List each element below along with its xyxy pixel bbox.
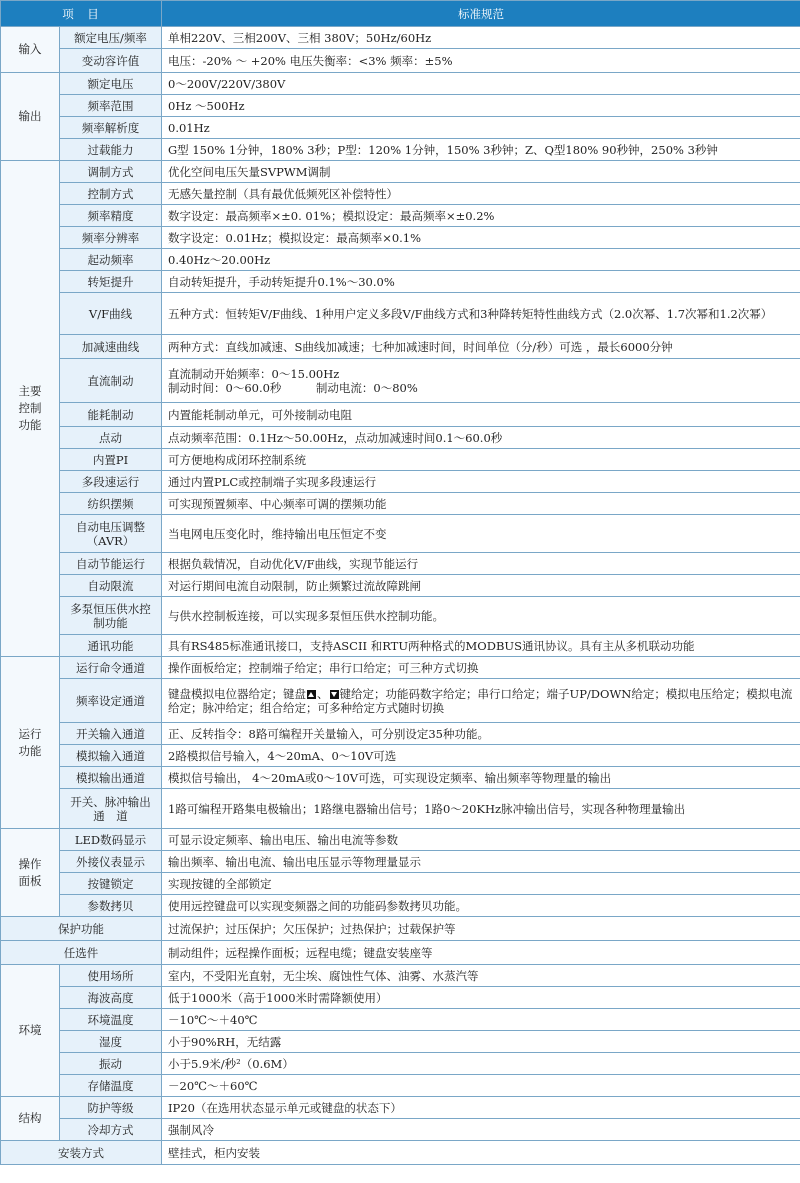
- item-cell: 防护等级: [60, 1097, 162, 1119]
- table-row: [1, 1009, 800, 1031]
- std-cell: 0Hz ～500Hz: [162, 95, 800, 117]
- std-cell: 电压：-20% ～ +20% 电压失衡率：<3% 频率：±5%: [162, 49, 800, 73]
- category-cell: [1, 657, 60, 829]
- item-cell: 频率解析度: [60, 117, 162, 139]
- std-cell: 0.40Hz～20.00Hz: [162, 249, 800, 271]
- std-cell: 单相220V、三相200V、三相 380V；50Hz/60Hz: [162, 27, 800, 49]
- category-cell: 输出: [1, 73, 60, 161]
- table-row: [1, 679, 800, 723]
- std-cell: 键盘模拟电位器给定；键盘 、 键给定；功能码数字给定；串行口给定；端子UP/DOWN给定；模拟电压给定；模拟电流给定；脉冲给定；组合给定；可多种给定方式随时切换: [162, 679, 800, 723]
- item-cell: 外接仪表显示: [60, 851, 162, 873]
- std-cell: 1路可编程开路集电极输出；1路继电器输出信号；1路0～20KHz脉冲输出信号，实现各种物理量输出: [162, 789, 800, 829]
- item-cell: 冷却方式: [60, 1119, 162, 1141]
- table-row: [1, 139, 800, 161]
- item-cell: 存储温度: [60, 1075, 162, 1097]
- item-cell: 变动容许值: [60, 49, 162, 73]
- item-cell: V/F曲线: [60, 293, 162, 335]
- table-row: [1, 27, 800, 49]
- std-cell: 可显示设定频率、输出电压、输出电流等参数: [162, 829, 800, 851]
- item-cell: 湿度: [60, 1031, 162, 1053]
- std-cell: 内置能耗制动单元，可外接制动电阻: [162, 403, 800, 427]
- table-row: [1, 873, 800, 895]
- std-cell: 可实现预置频率、中心频率可调的摆频功能: [162, 493, 800, 515]
- item-cell: 按键锁定: [60, 873, 162, 895]
- std-cell: 操作面板给定；控制端子给定；串行口给定；可三种方式切换: [162, 657, 800, 679]
- category-label: 主要控制功能: [18, 384, 42, 432]
- table-row: [1, 1119, 800, 1141]
- item-cell: 转矩提升: [60, 271, 162, 293]
- category-cell: 保护功能: [1, 917, 162, 941]
- table-row: [1, 723, 800, 745]
- std-text: 键给定；功能码数字给定；串行口给定；端子UP/DOWN给定；模拟电压给定；模拟电流给定；脉冲给定；组合给定；可多种给定方式随时切换: [168, 686, 793, 715]
- header-standard: 标准规范: [162, 1, 800, 27]
- item-cell: LED数码显示: [60, 829, 162, 851]
- item-cell: 运行命令通道: [60, 657, 162, 679]
- table-row: [1, 895, 800, 917]
- table-row: [1, 493, 800, 515]
- std-cell: 实现按键的全部锁定: [162, 873, 800, 895]
- std-cell: 根据负载情况，自动优化V/F曲线，实现节能运行: [162, 553, 800, 575]
- std-cell: 与供水控制板连接，可以实现多泵恒压供水控制功能。: [162, 597, 800, 635]
- table-row: [1, 745, 800, 767]
- item-cell: 点动: [60, 427, 162, 449]
- table-row: [1, 597, 800, 635]
- std-cell: 自动转矩提升，手动转矩提升0.1%～30.0%: [162, 271, 800, 293]
- item-cell: 开关输入通道: [60, 723, 162, 745]
- item-cell: 过载能力: [60, 139, 162, 161]
- table-row: [1, 161, 800, 183]
- std-cell: G型 150% 1分钟，180% 3秒；P型：120% 1分钟，150% 3秒钟；Z、Q型180% 90秒钟，250% 3秒钟: [162, 139, 800, 161]
- std-cell: 正、反转指令：8路可编程开关量输入，可分别设定35种功能。: [162, 723, 800, 745]
- category-cell: 安装方式: [1, 1141, 162, 1165]
- table-row: [1, 293, 800, 335]
- item-cell: 额定电压/频率: [60, 27, 162, 49]
- std-cell: 点动频率范围：0.1Hz～50.00Hz，点动加减速时间0.1～60.0秒: [162, 427, 800, 449]
- std-cell: 无感矢量控制（具有最优低频死区补偿特性）: [162, 183, 800, 205]
- table-row: [1, 49, 800, 73]
- table-row: [1, 249, 800, 271]
- std-cell: 优化空间电压矢量SVPWM调制: [162, 161, 800, 183]
- std-cell: －20℃～＋60℃: [162, 1075, 800, 1097]
- item-cell: 自动限流: [60, 575, 162, 597]
- std-text: 键盘模拟电位器给定；键盘: [168, 686, 306, 701]
- category-cell: 结构: [1, 1097, 60, 1141]
- category-cell: [1, 829, 60, 917]
- table-row: [1, 1097, 800, 1119]
- table-row: [1, 965, 800, 987]
- table-row: [1, 449, 800, 471]
- item-cell: 多泵恒压供水控制功能: [60, 597, 162, 635]
- item-cell: 直流制动: [60, 359, 162, 403]
- category-cell: 任选件: [1, 941, 162, 965]
- table-row: [1, 1141, 800, 1165]
- table-row: [1, 271, 800, 293]
- table-row: [1, 941, 800, 965]
- item-cell: 频率分辨率: [60, 227, 162, 249]
- item-cell: 自动电压调整（AVR）: [60, 515, 162, 553]
- table-row: [1, 851, 800, 873]
- std-cell: IP20（在选用状态显示单元或键盘的状态下）: [162, 1097, 800, 1119]
- table-row: [1, 657, 800, 679]
- item-cell: 自动节能运行: [60, 553, 162, 575]
- std-cell: 过流保护；过压保护；欠压保护；过热保护；过载保护等: [162, 917, 800, 941]
- category-label: 运行功能: [18, 726, 42, 758]
- table-row: [1, 1031, 800, 1053]
- std-cell: 当电网电压变化时，维持输出电压恒定不变: [162, 515, 800, 553]
- table-row: [1, 515, 800, 553]
- item-cell: 内置PI: [60, 449, 162, 471]
- table-row: [1, 205, 800, 227]
- std-cell: 可方便地构成闭环控制系统: [162, 449, 800, 471]
- std-cell: 使用远控键盘可以实现变频器之间的功能码参数拷贝功能。: [162, 895, 800, 917]
- std-cell: 2路模拟信号输入，4～20mA、0～10V可选: [162, 745, 800, 767]
- item-cell: 额定电压: [60, 73, 162, 95]
- std-cell: 壁挂式，柜内安装: [162, 1141, 800, 1165]
- item-cell: 频率精度: [60, 205, 162, 227]
- std-cell: 五种方式：恒转矩V/F曲线、1种用户定义多段V/F曲线方式和3种降转矩特性曲线方式（2.0次幂、1.7次幂和1.2次幂）: [162, 293, 800, 335]
- table-row: [1, 73, 800, 95]
- table-row: [1, 1053, 800, 1075]
- std-cell: 对运行期间电流自动限制，防止频繁过流故障跳闸: [162, 575, 800, 597]
- header-item: 项 目: [1, 1, 162, 27]
- category-label: 操作面板: [18, 856, 42, 888]
- table-row: [1, 987, 800, 1009]
- down-key-icon: [330, 690, 339, 699]
- table-row: [1, 767, 800, 789]
- std-cell: 通过内置PLC或控制端子实现多段速运行: [162, 471, 800, 493]
- item-cell: 振动: [60, 1053, 162, 1075]
- table-row: [1, 183, 800, 205]
- std-cell: 两种方式：直线加减速、S曲线加减速；七种加减速时间，时间单位（分/秒）可选 ，最长6000分钟: [162, 335, 800, 359]
- std-cell: 输出频率、输出电流、输出电压显示等物理量显示: [162, 851, 800, 873]
- category-cell: [1, 161, 60, 657]
- std-cell: 制动组件；远程操作面板；远程电缆；键盘安装座等: [162, 941, 800, 965]
- table-row: [1, 227, 800, 249]
- item-cell: 模拟输出通道: [60, 767, 162, 789]
- item-cell: 开关、脉冲输出通 道: [60, 789, 162, 829]
- table-row: [1, 95, 800, 117]
- table-row: [1, 403, 800, 427]
- header-row: [1, 1, 800, 27]
- table-row: [1, 575, 800, 597]
- item-cell: 调制方式: [60, 161, 162, 183]
- std-cell: 小于90%RH，无结露: [162, 1031, 800, 1053]
- category-cell: 输入: [1, 27, 60, 73]
- std-cell: 小于5.9米/秒²（0.6M）: [162, 1053, 800, 1075]
- std-cell: 具有RS485标准通讯接口，支持ASCII 和RTU两种格式的MODBUS通讯协议。具有主从多机联动功能: [162, 635, 800, 657]
- table-row: [1, 553, 800, 575]
- item-cell: 纺织摆频: [60, 493, 162, 515]
- item-cell: 参数拷贝: [60, 895, 162, 917]
- item-cell: 起动频率: [60, 249, 162, 271]
- item-cell: 使用场所: [60, 965, 162, 987]
- std-line: 直流制动开始频率：0～15.00Hz: [168, 366, 340, 381]
- std-cell: －10℃～＋40℃: [162, 1009, 800, 1031]
- item-cell: 加减速曲线: [60, 335, 162, 359]
- std-cell: 数字设定：最高频率×±0. 01%；模拟设定：最高频率×±0.2%: [162, 205, 800, 227]
- table-row: [1, 829, 800, 851]
- table-row: [1, 335, 800, 359]
- item-cell: 环境温度: [60, 1009, 162, 1031]
- item-cell: 多段速运行: [60, 471, 162, 493]
- table-row: [1, 471, 800, 493]
- std-cell: 低于1000米（高于1000米时需降额使用）: [162, 987, 800, 1009]
- std-line: 制动时间：0～60.0秒 制动电流：0～80%: [168, 380, 418, 395]
- table-row: [1, 1075, 800, 1097]
- item-cell: 通讯功能: [60, 635, 162, 657]
- std-cell: 0～200V/220V/380V: [162, 73, 800, 95]
- table-row: [1, 789, 800, 829]
- item-cell: 频率设定通道: [60, 679, 162, 723]
- table-row: [1, 359, 800, 403]
- std-cell: 模拟信号输出， 4～20mA或0～10V可选，可实现设定频率、输出频率等物理量的输出: [162, 767, 800, 789]
- std-cell: 数字设定：0.01Hz；模拟设定：最高频率×0.1%: [162, 227, 800, 249]
- item-cell: 海波高度: [60, 987, 162, 1009]
- table-row: [1, 917, 800, 941]
- std-cell: [162, 359, 800, 403]
- item-cell: 频率范围: [60, 95, 162, 117]
- table-row: [1, 117, 800, 139]
- std-cell: 0.01Hz: [162, 117, 800, 139]
- table-row: [1, 635, 800, 657]
- item-cell: 能耗制动: [60, 403, 162, 427]
- table-row: [1, 427, 800, 449]
- item-cell: 模拟输入通道: [60, 745, 162, 767]
- std-cell: 室内，不受阳光直射，无尘埃、腐蚀性气体、油雾、水蒸汽等: [162, 965, 800, 987]
- item-cell: 控制方式: [60, 183, 162, 205]
- std-cell: 强制风冷: [162, 1119, 800, 1141]
- category-cell: 环境: [1, 965, 60, 1097]
- up-key-icon: [307, 690, 316, 699]
